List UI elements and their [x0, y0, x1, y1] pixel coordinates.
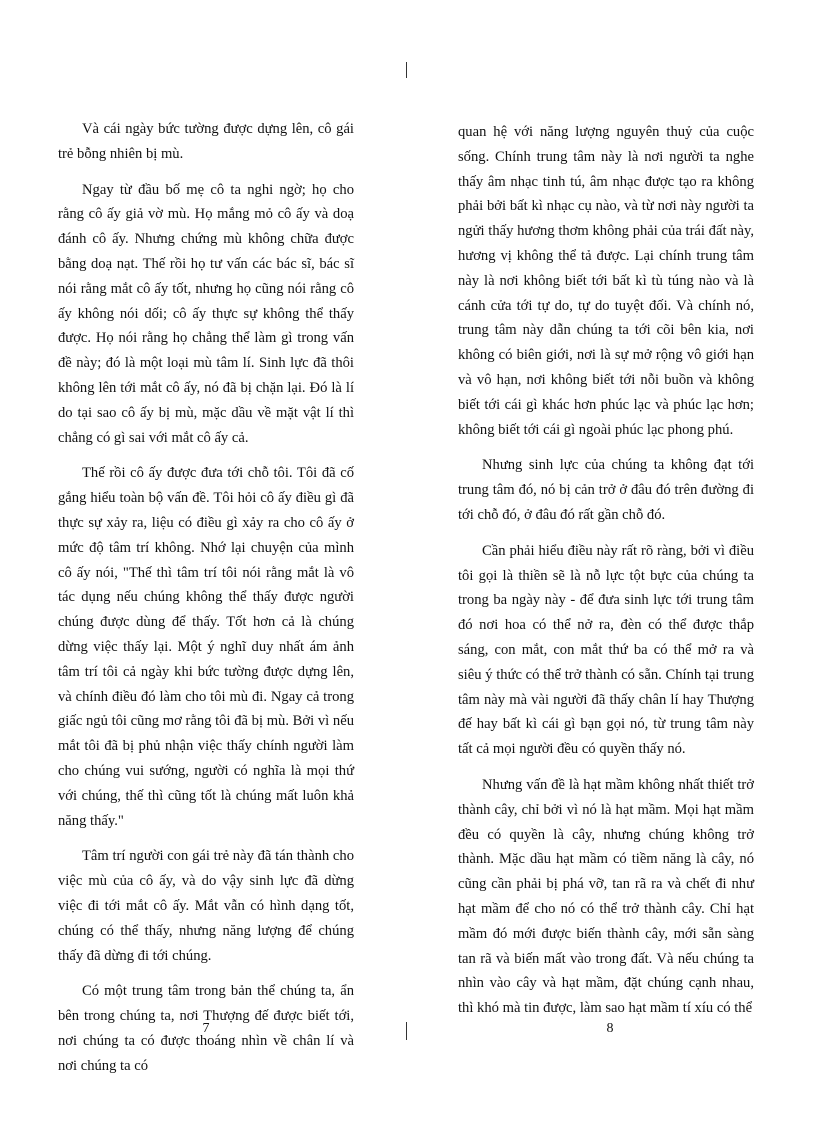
right-page-number: 8	[606, 1021, 614, 1036]
right-paragraph-1: quan hệ với năng lượng nguyên thuỷ của cuộc sống. Chính trung tâm này là nơi người ta nghe thấy âm nhạc tinh tú, âm nhạc được tạo ra không phải bởi bất kì nhạc cụ nào, và từ nơi này người ta ngửi thấy hương thơm không phải của trái đất này, hương vị không thể tả được. Lại chính trung tâm này là nơi không biết tới bất kì tù túng nào và là cánh cửa tới tự do, tự do tuyệt đối. Và chính nó, trung tâm này dẫn chúng ta tới cõi bên kia, nơi không có biên giới, nơi là sự mở rộng vô giới hạn và vô hạn, nơi không biết tới nỗi buồn và không biết tới cái gì khác hơn phúc lạc và phúc lạc hơn; không biết tới cái gì ngoài phúc lạc phong phú.	[458, 124, 754, 438]
right-paragraph-2: Nhưng sinh lực của chúng ta không đạt tới trung tâm đó, nó bị cản trở ở đâu đó trên đường đi tới chỗ đó, ở đâu đó rất gần chỗ đó.	[458, 457, 754, 523]
left-paragraph-5: Có một trung tâm trong bản thể chúng ta, ẩn bên trong chúng ta, nơi Thượng đế được biết tới, nơi chúng ta có được thoáng nhìn về chân lí và nơi chúng ta có	[58, 983, 354, 1074]
left-paragraph-2: Ngay từ đầu bố mẹ cô ta nghi ngờ; họ cho rằng cô ấy giả vờ mù. Họ mắng mỏ cô ấy và doạ đánh cô ấy. Nhưng chứng mù không chữa được bằng doạ nạt. Thế rồi họ tư vấn các bác sĩ, bác sĩ nói rằng mắt cô ấy tốt, nhưng họ cũng nói rằng cô ấy không nói dối; cô ấy thực sự không thể thấy được. Họ nói rằng họ chẳng thể làm gì trong vấn đề này; đó là một loại mù tâm lí. Sinh lực đã thôi không lên tới mắt cô ấy, nó đã bị chặn lại. Đó là lí do tại sao cô ấy bị mù, mặc dầu về mặt vật lí thì chẳng có gì sai với mắt cô ấy cả.	[58, 181, 354, 446]
spread-divider-bottom	[406, 1022, 407, 1040]
right-page-text	[458, 120, 754, 1032]
left-paragraph-1: Và cái ngày bức tường được dựng lên, cô gái trẻ bỗng nhiên bị mù.	[58, 121, 354, 162]
spread-divider-top	[406, 62, 407, 78]
left-paragraph-4: Tâm trí người con gái trẻ này đã tán thành cho việc mù của cô ấy, và do vậy sinh lực đã dừng việc đi tới mắt cô ấy. Mắt vẫn có hình dạng tốt, chúng có thể thấy, nhưng năng lượng để chúng thấy đã dừng đi tới chúng.	[58, 848, 354, 964]
left-page-number: 7	[202, 1021, 210, 1036]
right-paragraph-4: Nhưng vấn đề là hạt mầm không nhất thiết trở thành cây, chỉ bởi vì nó là hạt mầm. Mọi hạt mầm đều có quyền là cây, nhưng chúng không trở thành. Mặc dầu hạt mầm có tiềm năng là cây, nó cũng cần phải bị phá vỡ, tan rã ra và chết đi như hạt mầm để cho nó có thể trở thành cây. Chỉ hạt mầm đó mới được biến thành cây, mới sẵn sàng tan rã và biến mất vào trong đất. Và nếu chúng ta nhìn vào cây và hạt mầm, đặt chúng cạnh nhau, thì khó mà tin được, làm sao hạt mầm tí xíu có thể	[458, 776, 754, 1017]
right-paragraph-3: Cần phải hiểu điều này rất rõ ràng, bởi vì điều tôi gọi là thiền sẽ là nỗ lực tột bực của chúng ta trong ba ngày này - để đưa sinh lực tới trung tâm đó nơi hoa có thể nở ra, đèn có thể được thắp sáng, con mắt, con mắt thứ ba có thể mở ra và siêu ý thức có thể trở thành có sẵn. Chính tại trung tâm này mà vài người đã thấy chân lí hay Thượng đế hay bất kì cái gì bạn gọi nó, từ trung tâm này tất cả mọi người đều có quyền thấy nó.	[458, 542, 754, 758]
left-paragraph-3: Thế rồi cô ấy được đưa tới chỗ tôi. Tôi đã cố gắng hiểu toàn bộ vấn đề. Tôi hỏi cô ấy điều gì đã thực sự xảy ra, liệu có điều gì xảy ra cho cô ấy ở mức độ tâm trí không. Nhớ lại chuyện của mình cô ấy nói, "Thế thì tâm trí tôi nói rằng mắt là vô tác dụng nếu chúng không thể thấy được người chúng được dùng để thấy. Tốt hơn cả là chúng dừng việc thấy lại. Một ý nghĩ duy nhất ám ảnh tâm trí tôi cả ngày khi bức tường được dựng lên, và chính điều đó làm cho tôi mù đi. Ngay cả trong giấc ngủ tôi cũng mơ rằng tôi đã bị mù. Bởi vì nếu mắt tôi đã bị phủ nhận việc thấy chính người làm cho chúng vui sướng, người có nghĩa là mọi thứ với chúng, thế thì cũng tốt là chúng mất luôn khả năng thấy."	[58, 465, 354, 829]
left-page-text	[58, 117, 354, 1089]
